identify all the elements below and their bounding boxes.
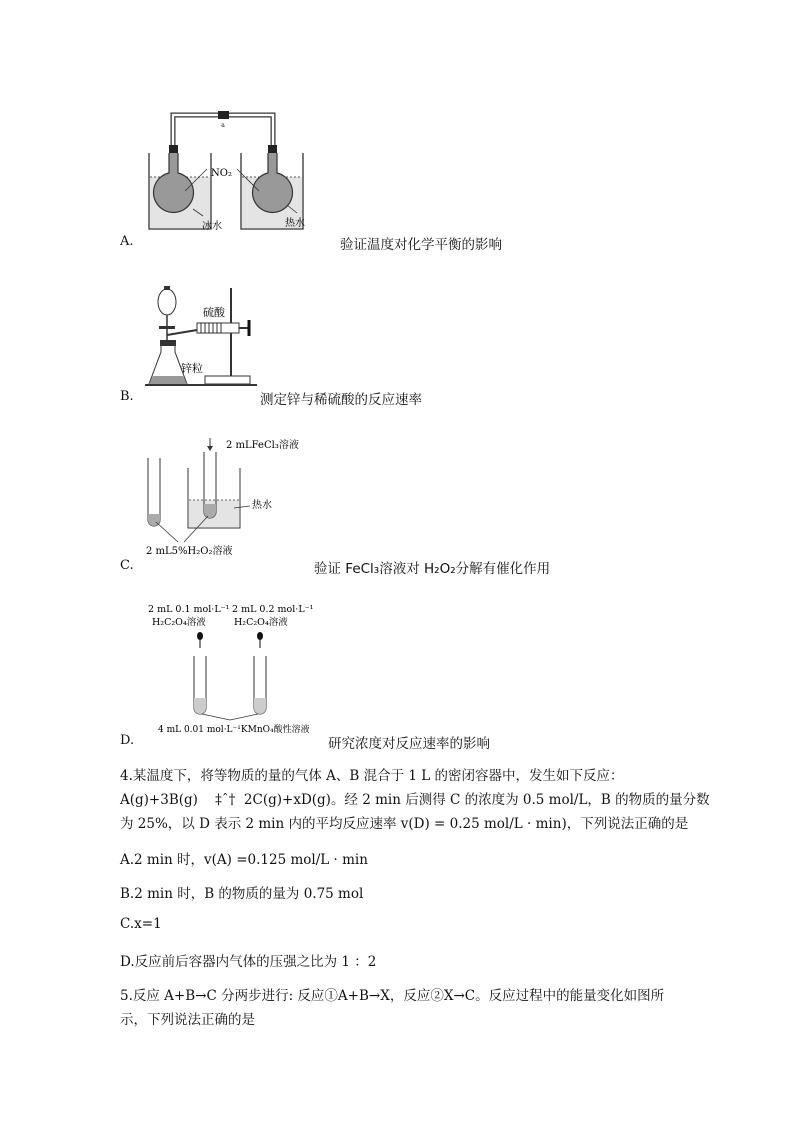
ice-water-label: 冰水 — [202, 221, 222, 232]
option-d-letter: D. — [120, 733, 135, 748]
apparatus-c-diagram — [138, 438, 313, 558]
option-a-caption: 验证温度对化学平衡的影响 — [340, 237, 502, 253]
option-a-letter: A. — [120, 234, 134, 249]
valve-label: a — [221, 122, 225, 129]
q4-option-d: D.反应前后容器内气体的压强之比为 1 ：2 — [120, 954, 377, 970]
no2-label: NO₂ — [211, 168, 232, 179]
question-4-line-3: 为 25%，以 D 表示 2 min 内的平均反应速率 v(D) = 0.25 mol/L · min)，下列说法正确的是 — [120, 816, 689, 832]
question-5-line-2: 示，下列说法正确的是 — [120, 1012, 255, 1028]
option-c-letter: C. — [120, 558, 134, 573]
option-b-letter: B. — [120, 389, 134, 404]
right-conc-label: 2 mL 0.2 mol·L⁻¹ — [232, 604, 314, 615]
option-d-caption: 研究浓度对反应速率的影响 — [328, 736, 490, 752]
question-4-line-2: A(g)+3B(g) ‡ˆ† 2C(g)+xD(g)。经 2 min 后测得 C 的浓度为 0.5 mol/L，B 的物质的量分数 — [120, 792, 710, 808]
h2o2-label: 2 mL5%H₂O₂溶液 — [146, 546, 233, 557]
zinc-label: 锌粒 — [181, 362, 203, 375]
apparatus-d-diagram — [148, 600, 323, 735]
apparatus-a-diagram — [145, 105, 305, 235]
hot-water-label-c: 热水 — [252, 500, 272, 511]
q4-option-c: C.x=1 — [120, 916, 162, 932]
kmno4-label: 4 mL 0.01 mol·L⁻¹KMnO₄酸性溶液 — [158, 725, 310, 735]
fecl3-label: 2 mLFeCl₃溶液 — [226, 440, 299, 451]
hot-water-label: 热水 — [285, 218, 305, 229]
left-conc-label: 2 mL 0.1 mol·L⁻¹ — [148, 604, 230, 615]
question-5-line-1: 5.反应 A+B→C 分两步进行: 反应①A+B→X，反应②X→C。反应过程中的能量变化如图所 — [120, 988, 665, 1004]
q4-option-b: B.2 min 时，B 的物质的量为 0.75 mol — [120, 886, 364, 902]
right-name-label: H₂C₂O₄溶液 — [234, 617, 288, 628]
q4-option-a: A.2 min 时，v(A) =0.125 mol/L · min — [120, 852, 368, 868]
apparatus-b-diagram — [145, 280, 260, 392]
option-b-caption: 测定锌与稀硫酸的反应速率 — [260, 392, 422, 408]
question-4-line-1: 4.某温度下，将等物质的量的气体 A、B 混合于 1 L 的密闭容器中，发生如下反应： — [120, 768, 624, 784]
left-name-label: H₂C₂O₄溶液 — [152, 617, 206, 628]
acid-label: 硫酸 — [203, 306, 225, 319]
option-c-caption: 验证 FeCl₃溶液对 H₂O₂分解有催化作用 — [314, 561, 551, 577]
